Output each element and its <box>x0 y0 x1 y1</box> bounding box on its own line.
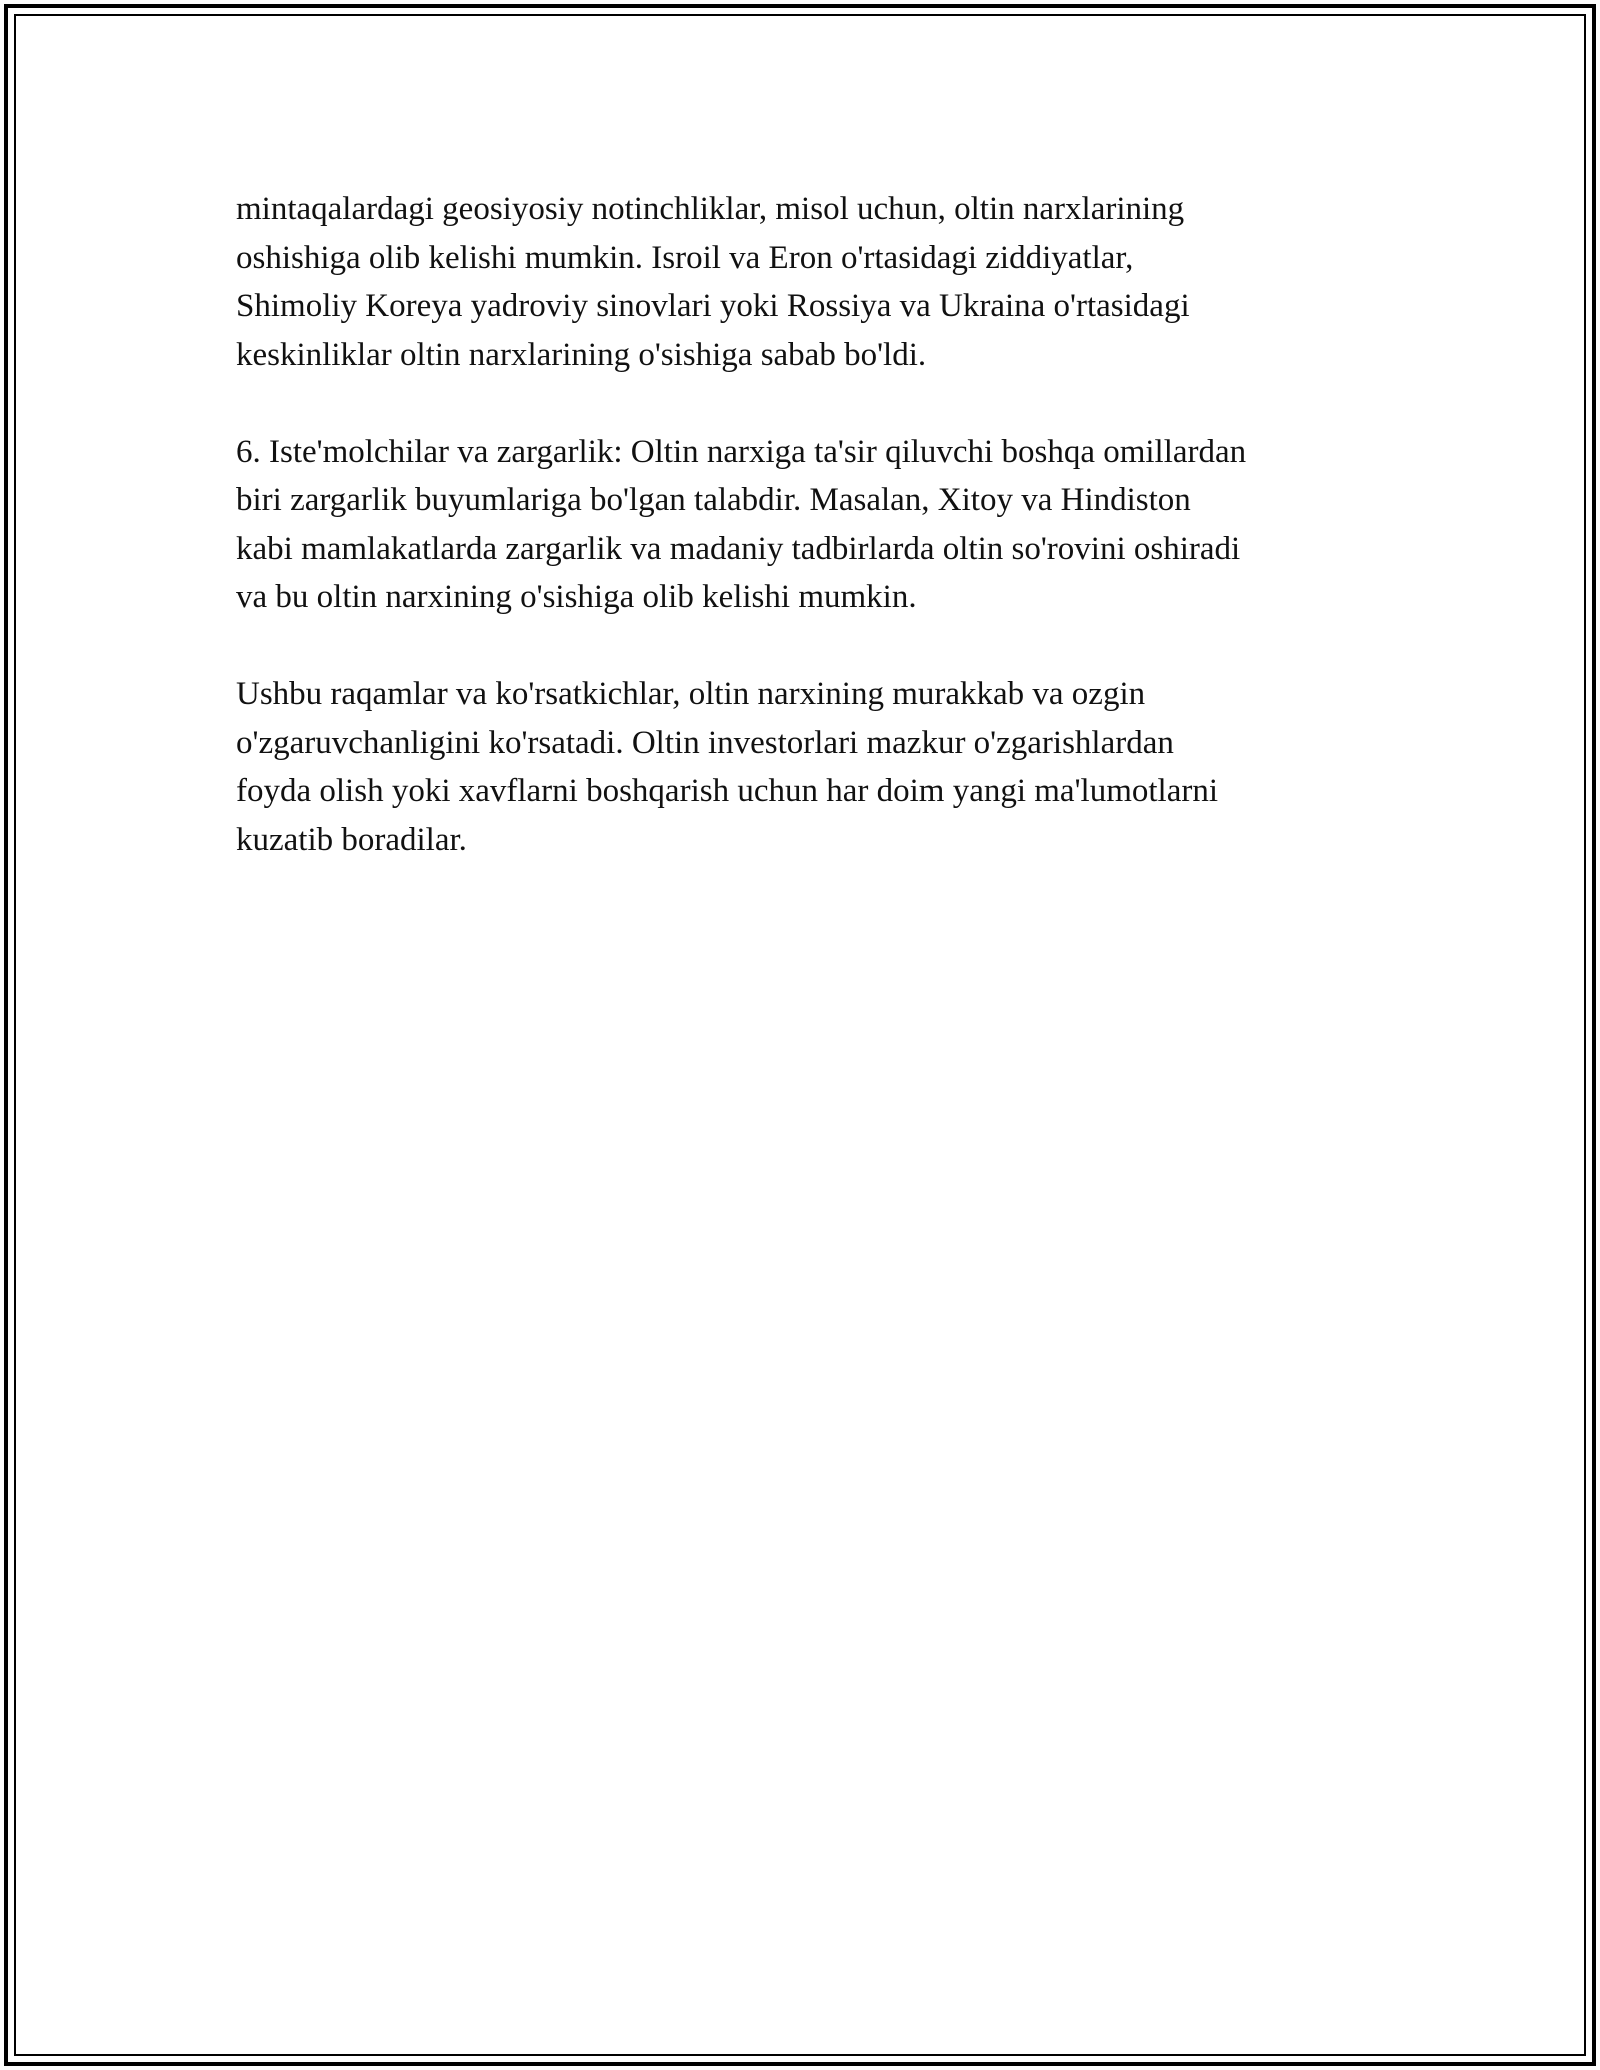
text-line: Ushbu raqamlar va ko'rsatkichlar, oltin narxining murakkab va ozgin <box>236 676 1146 712</box>
text-line: kuzatib boradilar. <box>236 821 467 858</box>
text-line: o'zgaruvchanligini ko'rsatadi. Oltin investorlari mazkur o'zgarishlardan <box>236 724 1174 761</box>
text-line: kabi mamlakatlarda zargarlik va madaniy tadbirlarda oltin so'rovini oshiradi <box>236 530 1241 567</box>
document-body <box>236 185 1386 913</box>
text-line: keskinliklar oltin narxlarining o'sishiga sabab bo'ldi. <box>236 336 927 373</box>
text-line: oshishiga olib kelishi mumkin. Isroil va Eron o'rtasidagi ziddiyatlar, <box>236 239 1134 276</box>
paragraph-jewelry-demand <box>236 428 1386 622</box>
paragraph-geopolitics <box>236 185 1386 379</box>
text-line: mintaqalardagi geosiyosiy notinchliklar, misol uchun, oltin narxlarining <box>236 191 1185 227</box>
text-line: 6. Iste'molchilar va zargarlik: Oltin narxiga ta'sir qiluvchi boshqa omillardan <box>236 433 1247 470</box>
text-line: foyda olish yoki xavflarni boshqarish uchun har doim yangi ma'lumotlarni <box>236 773 1219 809</box>
text-line: biri zargarlik buyumlariga bo'lgan talabdir. Masalan, Xitoy va Hindiston <box>236 482 1191 518</box>
text-line: Shimoliy Koreya yadroviy sinovlari yoki Rossiya va Ukraina o'rtasidagi <box>236 288 1190 324</box>
text-line: va bu oltin narxining o'sishiga olib kelishi mumkin. <box>236 579 917 615</box>
paragraph-conclusion <box>236 670 1386 864</box>
